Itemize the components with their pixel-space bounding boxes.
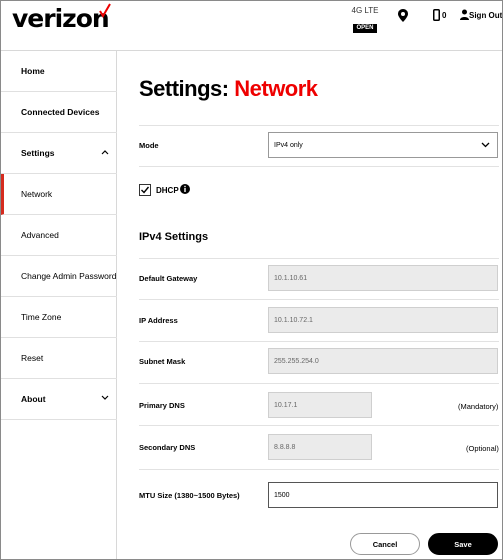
primary-dns-note: (Mandatory) <box>458 402 499 411</box>
chevron-down-icon <box>101 395 109 401</box>
mode-select[interactable] <box>268 132 498 158</box>
mtu-size-input[interactable] <box>268 482 498 508</box>
sidebar <box>1 51 117 560</box>
sidebar-item-label: Home <box>21 66 45 76</box>
divider <box>139 469 499 470</box>
info-icon[interactable] <box>180 184 190 194</box>
default-gateway-value: 10.1.10.61 <box>274 274 308 282</box>
primary-dns-label: Primary DNS <box>139 401 185 410</box>
secondary-dns-value: 8.8.8.8 <box>274 443 296 451</box>
cancel-button[interactable]: Cancel <box>350 533 420 555</box>
mode-select-value: IPv4 only <box>274 141 303 149</box>
verizon-check-icon <box>99 3 111 19</box>
secondary-dns-note: (Optional) <box>466 444 499 453</box>
subnet-mask-field[interactable] <box>268 348 498 374</box>
mode-label: Mode <box>139 141 159 150</box>
divider <box>139 341 499 342</box>
sidebar-item-label: Connected Devices <box>21 107 100 117</box>
primary-dns-field[interactable] <box>268 392 372 418</box>
dhcp-checkbox[interactable] <box>139 184 151 196</box>
sidebar-item-label: Change Admin Password <box>21 271 117 281</box>
sidebar-item-label: Settings <box>21 148 55 158</box>
divider <box>139 166 499 167</box>
default-gateway-label: Default Gateway <box>139 274 198 283</box>
sidebar-item-network[interactable] <box>1 174 117 215</box>
sidebar-item-advanced[interactable] <box>1 215 117 256</box>
sidebar-item-about[interactable] <box>1 379 117 420</box>
divider <box>139 125 499 126</box>
divider <box>139 383 499 384</box>
sidebar-item-label: Advanced <box>21 230 59 240</box>
sidebar-item-label: Time Zone <box>21 312 62 322</box>
user-icon[interactable] <box>460 9 469 20</box>
chevron-down-icon <box>481 142 490 148</box>
save-button[interactable]: Save <box>428 533 498 555</box>
divider <box>139 425 499 426</box>
ip-address-field[interactable] <box>268 307 498 333</box>
sidebar-item-change-admin-password[interactable] <box>1 256 117 297</box>
location-pin-icon[interactable] <box>398 9 408 22</box>
divider <box>139 258 499 259</box>
page-title-prefix: Settings: <box>139 76 229 101</box>
primary-dns-value: 10.17.1 <box>274 401 298 409</box>
network-indicator <box>350 6 380 34</box>
phone-icon[interactable] <box>433 9 440 21</box>
sign-out-link[interactable]: Sign Out <box>469 11 503 20</box>
subnet-mask-label: Subnet Mask <box>139 357 186 366</box>
ipv4-settings-heading: IPv4 Settings <box>139 231 209 243</box>
checkmark-icon <box>140 185 150 195</box>
sidebar-item-settings[interactable] <box>1 133 117 174</box>
sidebar-item-home[interactable] <box>1 51 117 92</box>
secondary-dns-field[interactable] <box>268 434 372 460</box>
ip-address-label: IP Address <box>139 316 178 325</box>
secondary-dns-label: Secondary DNS <box>139 443 196 452</box>
subnet-mask-value: 255.255.254.0 <box>274 357 319 365</box>
sidebar-item-reset[interactable] <box>1 338 117 379</box>
main-content <box>118 51 503 560</box>
top-header <box>1 1 503 51</box>
ip-address-value: 10.1.10.72.1 <box>274 316 313 324</box>
sidebar-item-connected-devices[interactable] <box>1 92 117 133</box>
sidebar-item-label: Network <box>21 189 53 199</box>
divider <box>139 299 499 300</box>
dhcp-label: DHCP <box>156 186 179 195</box>
sidebar-item-label: Reset <box>21 353 44 363</box>
page-title <box>139 76 318 102</box>
chevron-up-icon <box>101 149 109 155</box>
page-title-accent: Network <box>234 76 318 101</box>
mtu-size-value: 1500 <box>274 491 290 499</box>
sidebar-item-label: About <box>21 394 46 404</box>
connected-device-count: 0 <box>442 11 447 20</box>
verizon-logo[interactable]: verizon <box>12 4 109 33</box>
sidebar-item-time-zone[interactable] <box>1 297 117 338</box>
mtu-size-label: MTU Size (1380~1500 Bytes) <box>139 491 240 500</box>
default-gateway-field[interactable] <box>268 265 498 291</box>
network-status-badge: OPEN <box>353 24 376 33</box>
network-type: 4G LTE <box>351 6 379 15</box>
